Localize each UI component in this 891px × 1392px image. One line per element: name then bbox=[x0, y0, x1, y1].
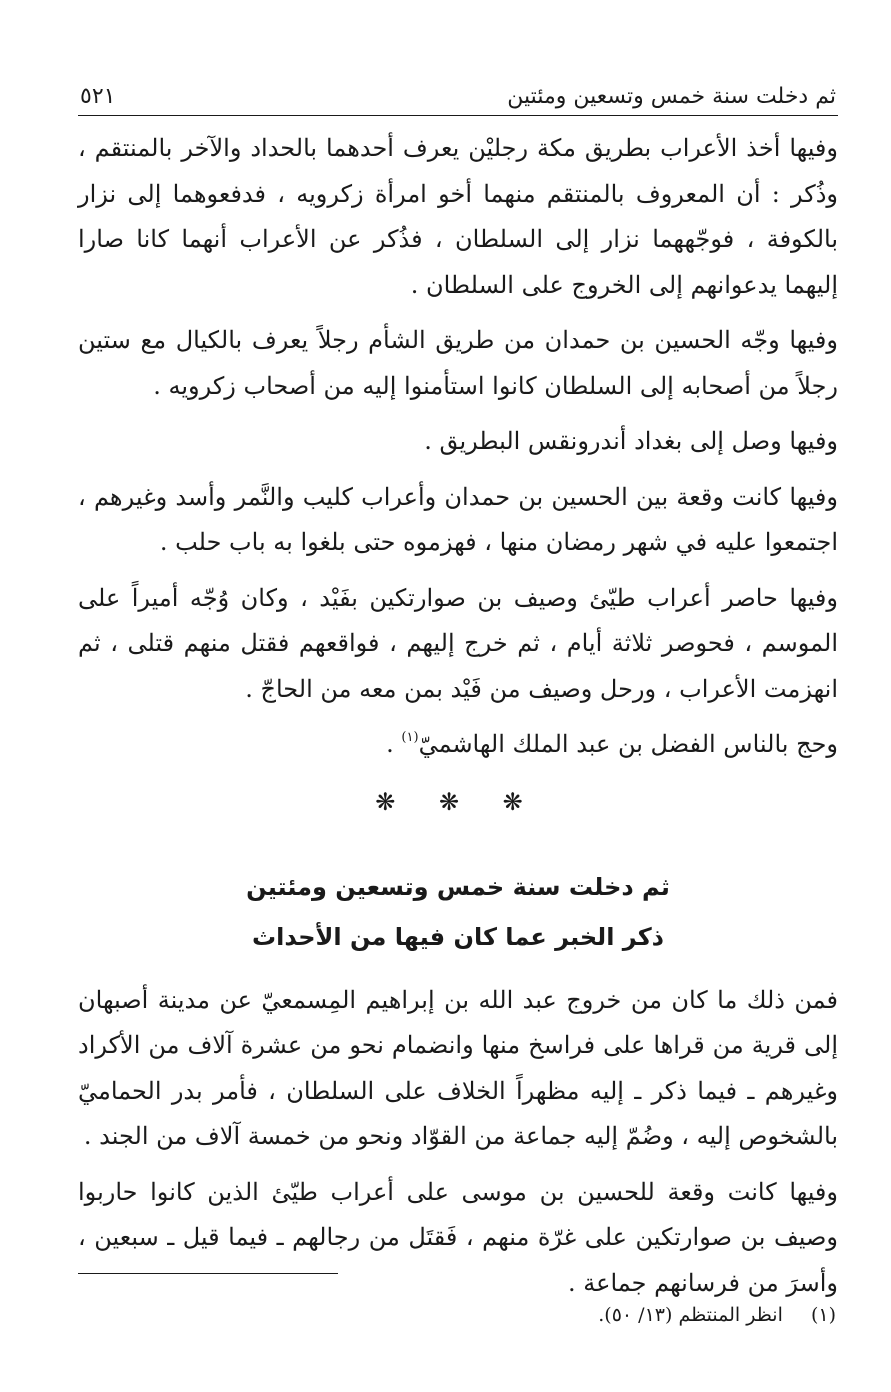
section-separator: ❋ ❋ ❋ bbox=[375, 787, 541, 816]
running-header bbox=[78, 70, 838, 116]
paragraph-end: . bbox=[386, 730, 402, 758]
events-heading: ذكر الخبر عما كان فيها من الأحداث bbox=[252, 922, 664, 951]
paragraph: فمن ذلك ما كان من خروج عبد الله بن إبراهيم المِسمعيّ عن مدينة أصبهان إلى قرية من قراها على فراسخ منها وانضمام نحو من عشرة آلاف من الأكراد وغيرهم ـ فيما ذكر ـ إليه مظهراً الخلاف على السلطان ، فأمر بدر الحماميّ بالشخوص إليه ، وضُمّ إليه جماعة من القوّاد ونحو من خمسة آلاف من الجند . bbox=[78, 985, 838, 1150]
footnote-text: انظر المنتظم (١٣/ ٥٠). bbox=[598, 1304, 783, 1326]
events-block-2 bbox=[78, 978, 838, 1307]
paragraph-text: وحج بالناس الفضل بن عبد الملك الهاشميّ bbox=[418, 730, 838, 758]
paragraph: وفيها أخذ الأعراب بطريق مكة رجليْن يعرف أحدهما بالحداد والآخر بالمنتقم ، وذُكر : أن المعروف بالمنتقم منهما أخو امرأة زكرويه ، فدفعوهما إلى نزار بالكوفة ، فوجّههما نزار إلى السلطان ، فذُكر عن الأعراب أنهما كانا صارا إليهما يدعوانهم إلى الخروج على السلطان . bbox=[78, 134, 838, 299]
paragraph-with-footnote bbox=[78, 722, 838, 768]
paragraph: وفيها وصل إلى بغداد أندرونقس البطريق . bbox=[424, 427, 838, 455]
footnote bbox=[598, 1300, 836, 1330]
section-headings bbox=[78, 862, 838, 962]
page-number: ٥٢١ bbox=[80, 84, 116, 109]
footnote-divider bbox=[78, 1273, 338, 1274]
paragraph: وفيها وجّه الحسين بن حمدان من طريق الشأم رجلاً يعرف بالكيال مع ستين رجلاً من أصحابه إلى السلطان كانوا استأمنوا إليه من أصحاب زكرويه . bbox=[78, 326, 838, 400]
book-page bbox=[78, 70, 838, 1306]
year-heading: ثم دخلت سنة خمس وتسعين ومئتين bbox=[246, 872, 670, 901]
events-block-1 bbox=[78, 126, 838, 768]
paragraph: وفيها حاصر أعراب طيّئ وصيف بن صوارتكين بفَيْد ، وكان وُجّه أميراً على الموسم ، فحوصر ثلاثة أيام ، ثم خرج إليهم ، فواقعهم فقتل منهم قتلى ، ثم انهزمت الأعراب ، ورحل وصيف من فَيْد بمن معه من الحاجّ . bbox=[78, 583, 838, 703]
running-title: ثم دخلت سنة خمس وتسعين ومئتين bbox=[507, 84, 836, 109]
paragraph: وفيها كانت وقعة بين الحسين بن حمدان وأعراب كليب والنَّمر وأسد وغيرهم ، اجتمعوا عليه في شهر رمضان منها ، فهزموه حتى بلغوا به باب حلب . bbox=[78, 482, 838, 556]
paragraph: وفيها كانت وقعة للحسين بن موسى على أعراب طيّئ الذين كانوا حاربوا وصيف بن صوارتكين على غرّة منهم ، فَقتَل من رجالهم ـ فيما قيل ـ سبعين ، وأسرَ من فرسانهم جماعة . bbox=[78, 1177, 838, 1297]
footnote-marker: (١) bbox=[810, 1304, 836, 1326]
footnote-reference: (١) bbox=[401, 730, 419, 745]
